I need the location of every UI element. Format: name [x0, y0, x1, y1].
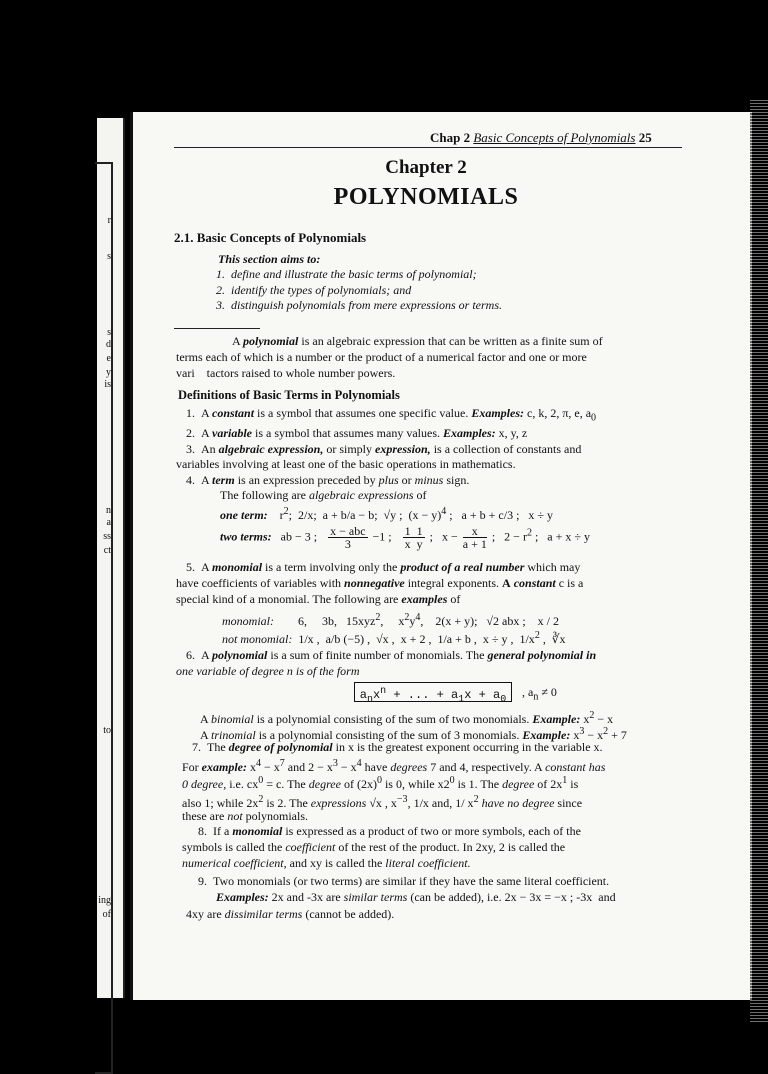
margin-fragment: a: [106, 517, 111, 528]
margin-fragment: r: [107, 215, 111, 226]
aim-item: 3. distinguish polynomials from mere expressions or terms.: [216, 298, 502, 312]
definition-7: 7. The degree of polynomial in x is the greatest exponent occurring in the variable x.: [192, 740, 603, 754]
definition-5: special kind of a monomial. The following are examples of: [176, 592, 461, 606]
definition-4: The following are algebraic expressions of: [220, 488, 427, 502]
definition-1: 1. A constant is a symbol that assumes one specific value. Examples: c, k, 2, π, e, $a_0$: [186, 406, 597, 424]
section-rule: [174, 328, 260, 329]
aims-intro: This section aims to:: [218, 252, 321, 266]
aim-item: 1. define and illustrate the basic terms of polynomial;: [216, 267, 477, 281]
book-page: [130, 112, 752, 1000]
margin-fragment: e: [106, 353, 111, 364]
aim-item: 2. identify the types of polynomials; and: [216, 283, 412, 297]
general-polynomial-formula-box: $a_nx^n$ + ... + $a_1x + a_0$: [354, 682, 512, 702]
binomial-definition: A binomial is a polynomial consisting of the sum of two monomials. Example: $x^2 - x$: [200, 710, 614, 726]
definition-9: 4xy are dissimilar terms (cannot be added).: [186, 907, 395, 921]
intro-paragraph: terms each of which is a number or the product of a numerical factor and one or more: [176, 350, 587, 364]
margin-fragment: n: [106, 505, 111, 516]
formula-condition: , $a_n \ne 0$: [522, 685, 557, 703]
chapter-label: Chapter 2: [385, 157, 467, 178]
definition-8: numerical coefficient, and xy is called the literal coefficient.: [182, 856, 471, 870]
margin-fragment: is: [104, 379, 111, 390]
definition-5: have coefficients of variables with nonnegative integral exponents. A constant c is a: [176, 576, 584, 590]
definition-7: these are not polynomials.: [182, 809, 308, 823]
margin-fragment: d: [106, 339, 111, 350]
adjacent-page-frame: [95, 162, 113, 1074]
definition-6: 6. A polynomial is a sum of finite number of monomials. The general polynomial in: [186, 648, 597, 662]
adjacent-page-strip: [97, 118, 125, 998]
running-head: [430, 130, 652, 146]
running-head-title: Basic Concepts of Polynomials: [473, 130, 636, 145]
definition-8: 8. If a monomial is expressed as a product of two or more symbols, each of the: [198, 824, 581, 838]
margin-fragment: ing: [98, 895, 111, 906]
non-monomial-examples: not monomial: 1/x , a/b (−5) , √x , x + 2 , 1/a + b , x ÷ y , $1/x^2$ , ∛x: [222, 630, 566, 646]
margin-fragment: ct: [103, 545, 111, 556]
header-rule: [174, 147, 682, 148]
definition-9: Examples: 2x and -3x are similar terms (can be added), i.e. 2x − 3x = −x ; -3x and: [216, 890, 616, 904]
page-number: 25: [638, 130, 652, 145]
intro-paragraph: A polynomial is an algebraic expression that can be written as a finite sum of: [232, 334, 603, 348]
definition-3: 3. An algebraic expression, or simply expression, is a collection of constants and: [186, 442, 582, 456]
definition-7: For example: $x^4 - x^7$ and $2 - x^3 - x^4$ have degrees 7 and 4, respectively. A constant has: [182, 758, 606, 774]
definition-5: 5. A monomial is a term involving only the product of a real number which may: [186, 560, 581, 574]
definition-6: one variable of degree n is of the form: [176, 664, 360, 678]
margin-fragment: of: [102, 909, 111, 920]
intro-paragraph: vari tactors raised to whole number powers.: [176, 366, 396, 380]
page-spine-line: [130, 112, 133, 1000]
margin-fragment: s: [107, 327, 111, 338]
trinomial-definition: A trinomial is a polynomial consisting of the sum of 3 monomials. Example: $x^3 - x^2 + 7$: [200, 726, 627, 742]
margin-fragment: s: [107, 251, 111, 262]
margin-fragment: to: [103, 725, 111, 736]
definition-2: 2. A variable is a symbol that assumes many values. Examples: x, y, z: [186, 426, 528, 440]
running-head-chapter: Chap 2: [430, 130, 471, 145]
one-term-examples: one term: $r^2$; 2/x; a + b/a − b; √y ; $(x - y)^4$ ; a + b + c/3 ; x ÷ y: [220, 506, 553, 522]
margin-fragment: ss: [103, 531, 111, 542]
two-terms-examples: two terms: ab − 3 ; x − abc 3 −1 ; $\frac{1 1}{\text{x y}}$ ; x − $\frac{x}{a + 1}$ ; $2 - r^2$ ; a + x ÷ y: [220, 524, 590, 551]
definition-7: also 1; while $2x^2$ is 2. The expressions √x , $x^{-3}$, 1/x and, 1/ $x^2$ have no degree since: [182, 794, 583, 810]
definition-7: 0 degree, i.e. $cx^0 = c$. The degree of $(2x)^0$ is 0, while $x2^0$ is 1. The degree of $2x^1$ is: [182, 775, 579, 791]
chapter-title: POLYNOMIALS: [333, 184, 519, 210]
margin-fragment: y: [106, 367, 111, 378]
section-heading: 2.1. Basic Concepts of Polynomials: [174, 230, 367, 245]
scanner-edge-noise: [750, 100, 768, 1024]
adjacent-page-edge: [123, 118, 125, 998]
monomial-examples: monomial: 6, 3b, 15xyz$^2$, $x^2y^4$, 2(x + y); √2 abx ; x / 2: [222, 612, 560, 628]
definition-4: 4. A term is an expression preceded by plus or minus sign.: [186, 473, 470, 487]
definition-9: 9. Two monomials (or two terms) are similar if they have the same literal coefficient.: [198, 874, 610, 888]
definitions-heading: Definitions of Basic Terms in Polynomials: [178, 388, 400, 402]
definition-3: variables involving at least one of the basic operations in mathematics.: [176, 457, 516, 471]
definition-8: symbols is called the coefficient of the rest of the product. In 2xy, 2 is called the: [182, 840, 566, 854]
